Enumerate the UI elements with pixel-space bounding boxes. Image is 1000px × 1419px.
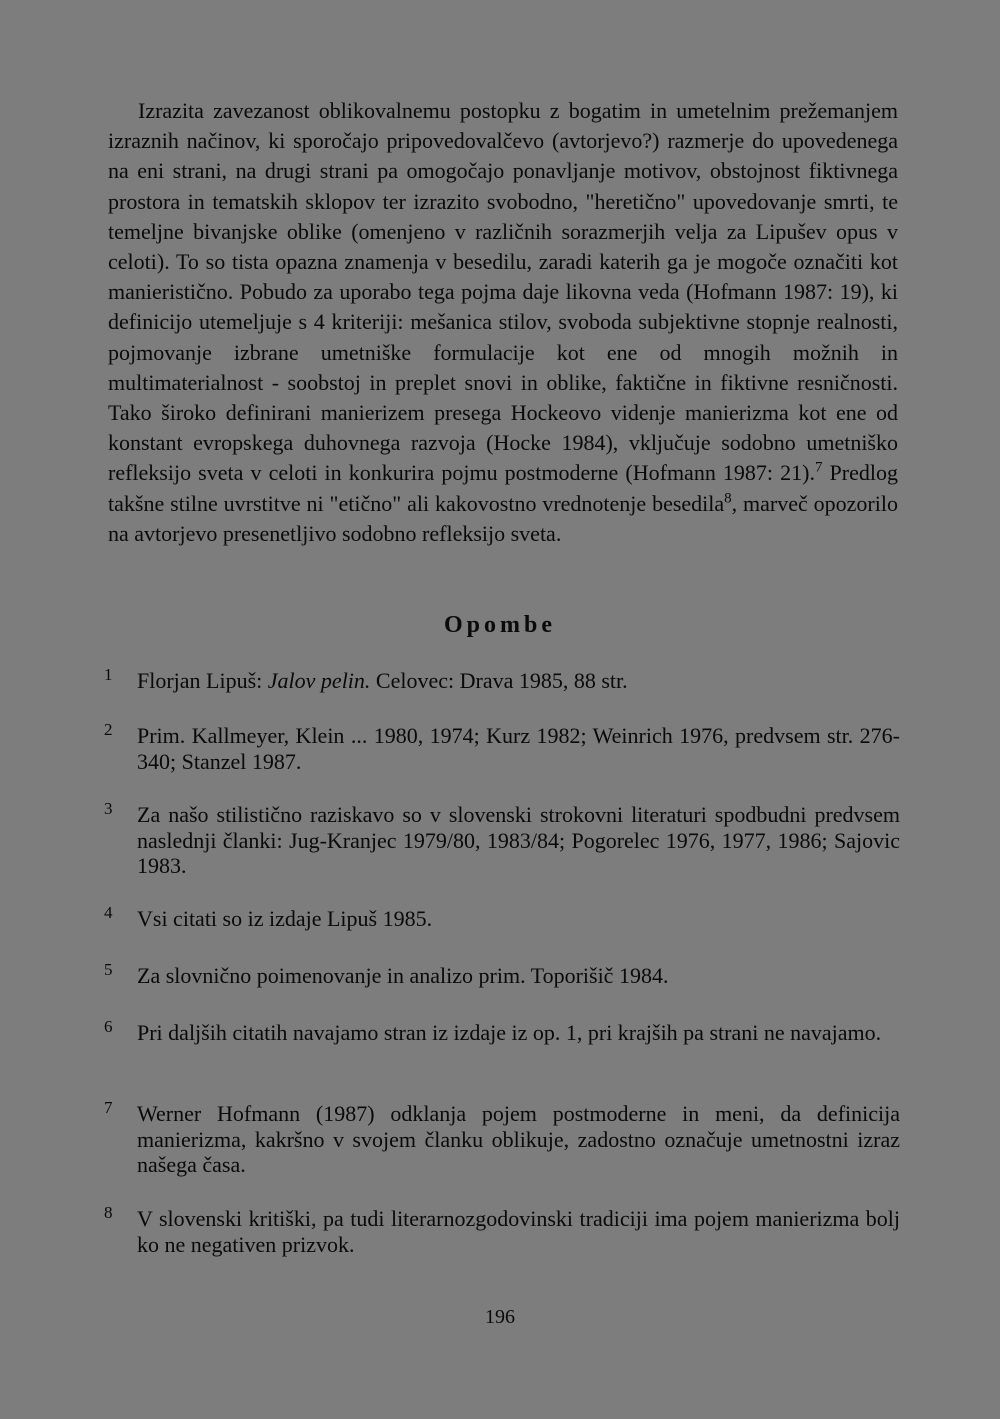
note-number: 4: [104, 903, 113, 922]
note-number: 7: [104, 1098, 113, 1117]
note-text: Za našo stilistično raziskavo so v slovenski strokovni literaturi spodbudni predvsem naslednji članki: Jug-Kranjec 1979/80, 1983/84; Pogorelec 1976, 1977, 1986; Sajovic 1983.: [137, 802, 900, 878]
body-paragraph: [108, 96, 898, 549]
note-number: 5: [104, 960, 113, 979]
note-number: 3: [104, 799, 113, 818]
note-text: Vsi citati so iz izdaje Lipuš 1985.: [137, 906, 433, 931]
body-text-part-3: , marveč opozorilo na avtorjevo presenetljivo sodobno refleksijo sveta.: [108, 490, 898, 546]
footnote-reference-8: 8: [724, 490, 732, 507]
note-3: [104, 799, 900, 879]
page-number: 196: [485, 1306, 515, 1328]
note-7: [104, 1098, 900, 1178]
note-text: V slovenski kritiški, pa tudi literarnozgodovinski tradiciji ima pojem manierizma bolj ko ne negativen prizvok.: [137, 1206, 900, 1257]
note-6: [104, 1017, 900, 1046]
note-number: 6: [104, 1017, 113, 1036]
note-1: [104, 665, 900, 694]
note-text: Pri daljših citatih navajamo stran iz izdaje iz op. 1, pri krajših pa strani ne navajamo.: [137, 1020, 882, 1045]
note-text: Prim. Kallmeyer, Klein ... 1980, 1974; Kurz 1982; Weinrich 1976, predvsem str. 276-340; Stanzel 1987.: [137, 723, 900, 774]
body-text-part-1: Izrazita zavezanost oblikovalnemu postopku z bogatim in umetelnim prežemanjem izraznih načinov, ki sporočajo pripovedovalčevo (avtorjevo?) razmerje do upovedenega na eni strani, na drugi strani pa omogočajo ponavljanje motivov, obstojnost fiktivnega prostora in tematskih sklopov ter izrazito svobodno, "heretično" upovedovanje smrti, te temeljne bivanjske oblike (omenjeno v različnih sorazmerjih velja za Lipušev opus v celoti). To so tista opazna znamenja v besedilu, zaradi katerih ga je mogoče označiti kot manieristično. Pobudo za uporabo tega pojma daje likovna veda (Hofmann 1987: 19), ki definicijo utemeljuje s 4 kriteriji: mešanica stilov, svoboda subjektivne stopnje realnosti, pojmovanje izbrane umetniške formulacije kot ene od mnogih možnih in multimaterialnost - soobstoj in preplet snovi in oblike, faktične in fiktivne resničnosti. Tako široko definirani manierizem presega Hockeovo videnje manierizma kot ene od konstant evropskega duhovnega razvoja (Hocke 1984), vključuje sodobno umetniško refleksijo sveta v celoti in konkurira pojmu postmoderne (Hofmann 1987: 21).: [108, 98, 898, 486]
note-4: [104, 903, 900, 932]
note-number: 1: [104, 665, 113, 684]
footnote-reference-7: 7: [814, 460, 823, 477]
note-number: 8: [104, 1203, 113, 1222]
note-publication: Celovec: Drava 1985, 88 str.: [370, 668, 628, 693]
note-author: Florjan Lipuš:: [137, 668, 268, 693]
note-2: [104, 720, 900, 774]
note-number: 2: [104, 720, 113, 739]
note-text: Za slovnično poimenovanje in analizo prim. Toporišič 1984.: [137, 963, 669, 988]
notes-heading: Opombe: [443, 612, 556, 638]
body-text-part-2: Predlog takšne stilne uvrstitve ni "etično" ali kakovostno vrednotenje besedila: [108, 460, 898, 516]
note-text: [137, 668, 900, 694]
note-book-title: Jalov pelin.: [267, 668, 371, 693]
note-8: [104, 1203, 900, 1257]
note-text: Werner Hofmann (1987) odklanja pojem postmoderne in meni, da definicija manierizma, kakršno v svojem članku oblikuje, zadostno označuje umetnostni izraz našega časa.: [137, 1101, 900, 1177]
note-5: [104, 960, 900, 989]
